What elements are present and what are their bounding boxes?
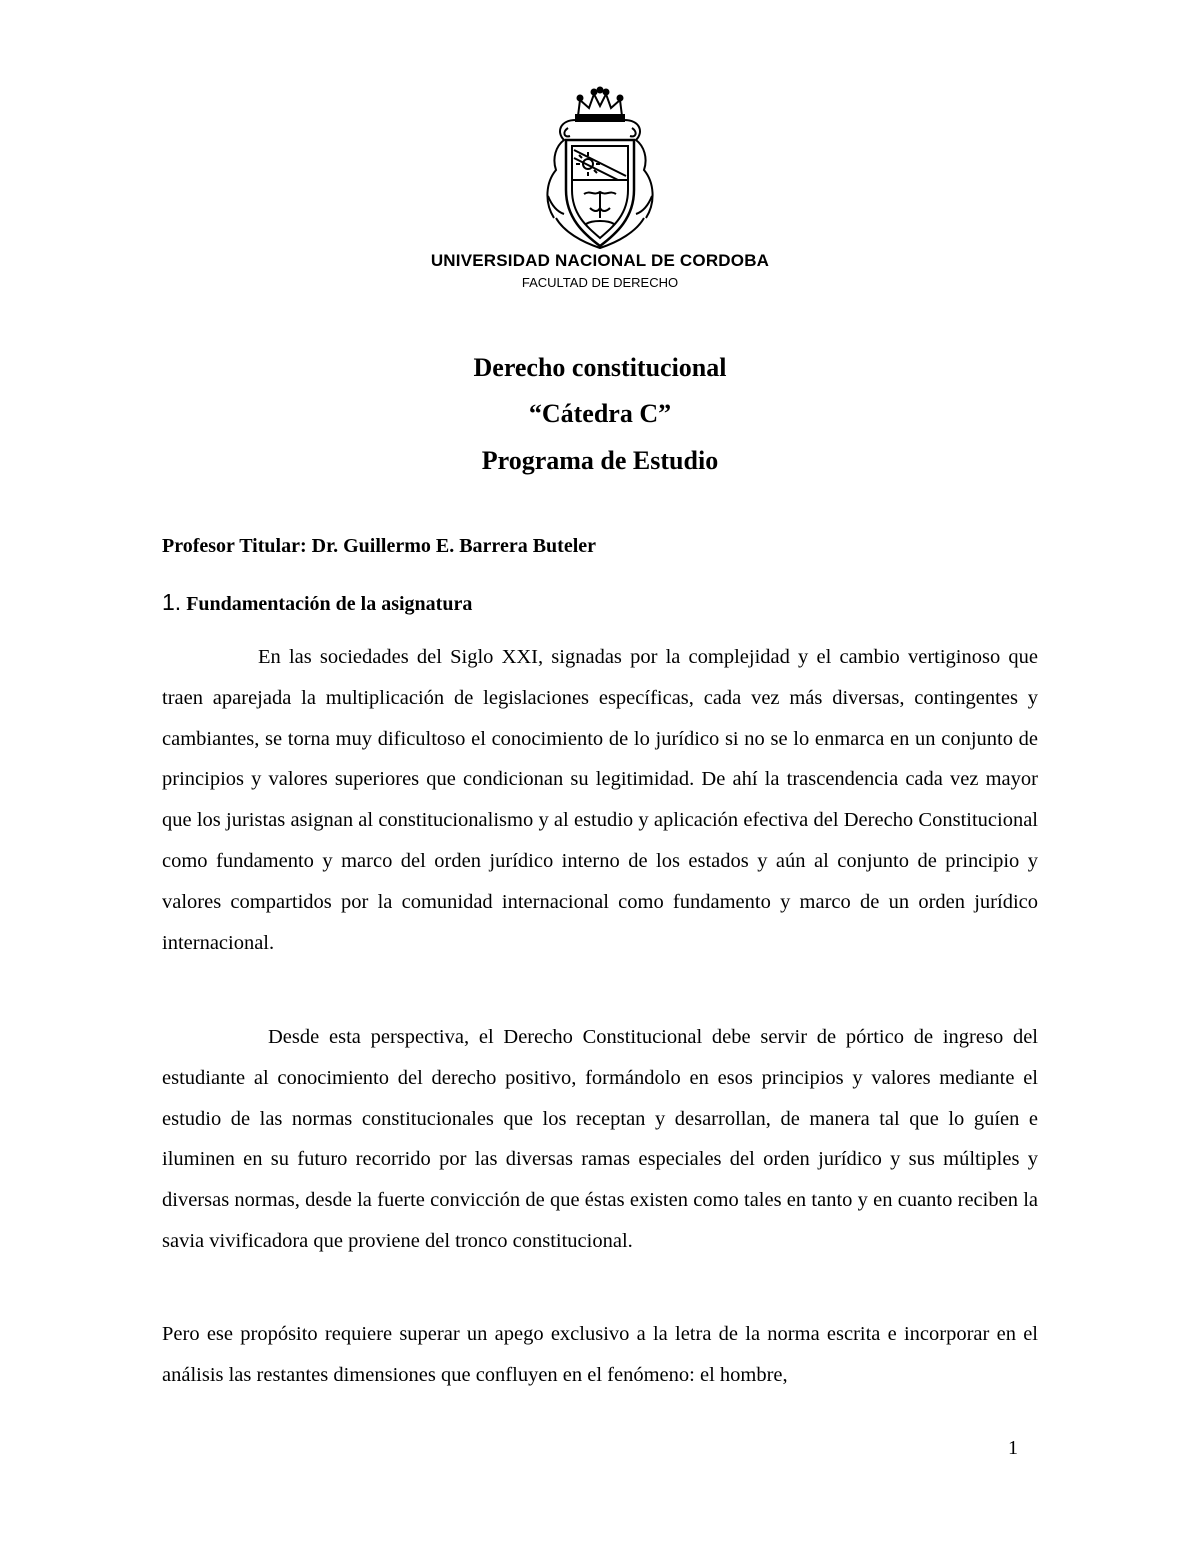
section-number: 1.: [162, 589, 182, 615]
body-paragraph: En las sociedades del Siglo XXI, signadas por la complejidad y el cambio vertiginoso que traen aparejada la multiplicación de legislaciones específicas, cada vez más diversas, contingentes y cambiantes, se torna muy dificultoso el conocimiento de lo jurídico si no se lo enmarca en un conjunto de principios y valores superiores que condicionan su legitimidad. De ahí la trascendencia cada vez mayor que los juristas asignan al constitucionalismo y al estudio y aplicación efectiva del Derecho Constitucional como fundamento y marco del orden jurídico interno de los estados y aún al conjunto de principio y valores compartidos por la comunidad internacional como fundamento y marco de un orden jurídico internacional.: [162, 646, 1038, 954]
university-name: UNIVERSIDAD NACIONAL DE CORDOBA: [430, 251, 770, 270]
page-number: 1: [1008, 1437, 1018, 1459]
body-paragraph: Desde esta perspectiva, el Derecho Constitucional debe servir de pórtico de ingreso del estudiante al conocimiento del derecho positivo, formándolo en esos principios y valores mediante el estudio de las normas constitucionales que los receptan y desarrollan, de manera tal que lo guíen e iluminen en su futuro recorrido por las diversas ramas especiales del orden jurídico y sus múltiples y diversas normas, desde la fuerte convicción de que éstas existen como tales en tanto y en cuanto reciben la savia vivificadora que proviene del tronco constitucional.: [162, 1026, 1038, 1252]
document-title: Derecho constitucional: [473, 353, 727, 382]
professor-line: Profesor Titular: Dr. Guillermo E. Barrera Buteler: [162, 535, 597, 557]
section-title: Fundamentación de la asignatura: [186, 593, 473, 615]
document-subtitle-catedra: “Cátedra C”: [528, 399, 672, 428]
faculty-name: FACULTAD DE DERECHO: [521, 275, 679, 290]
document-subtitle-program: Programa de Estudio: [481, 446, 719, 475]
university-crest-logo: [542, 86, 658, 250]
body-paragraph: Pero ese propósito requiere superar un apego exclusivo a la letra de la norma escrita e incorporar en el análisis las restantes dimensiones que confluyen en el fenómeno: el hombre,: [162, 1323, 1038, 1386]
section-heading: [162, 589, 472, 616]
